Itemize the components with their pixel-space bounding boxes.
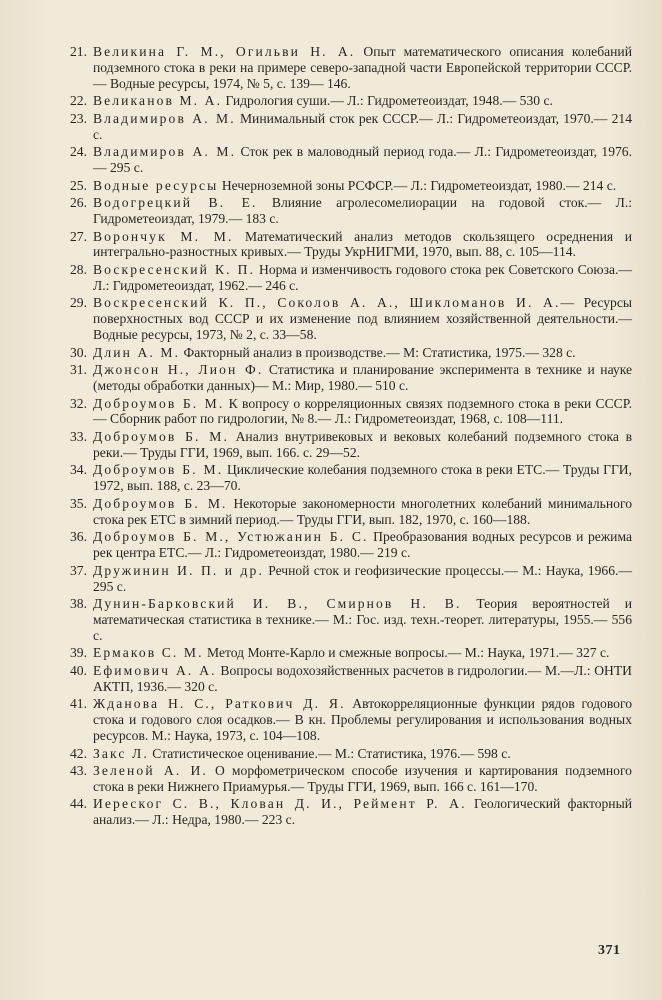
reference-body: [93, 746, 632, 762]
reference-body: [93, 178, 632, 194]
reference-body: [93, 429, 632, 461]
reference-number: 36.: [70, 529, 87, 545]
reference-text: Нечерноземной зоны РСФСР.— Л.: Гидрометеоиздат, 1980.— 214 с.: [221, 177, 617, 193]
reference-text: Анализ внутривековых и вековых колебаний подземного стока в реки.— Труды ГГИ, 1969, вып. 166. с. 29—52.: [93, 428, 632, 460]
reference-text: Ресурсы поверхностных вод СССР и их изменение под влиянием хозяйственной деятельности.— Водные ресурсы, 1973, № 2, с. 33—58.: [93, 295, 632, 343]
reference-author: Великина Г. М., Огильви Н. А.: [93, 44, 356, 59]
reference-number: 30.: [70, 344, 87, 360]
reference-body: [93, 663, 632, 695]
reference-body: [93, 229, 632, 261]
reference-item: [52, 295, 632, 343]
reference-author: Закс Л.: [93, 745, 149, 761]
reference-number: 41.: [70, 696, 87, 712]
reference-body: [93, 496, 632, 528]
reference-item: [52, 111, 632, 143]
reference-item: [52, 763, 632, 795]
reference-number: 28.: [70, 261, 87, 277]
reference-author: Ефимович А. А.: [93, 662, 217, 678]
reference-author: Водные ресурсы: [93, 177, 219, 193]
reference-number: 27.: [70, 228, 87, 244]
reference-item: [52, 746, 632, 762]
reference-author: Доброумов Б. М.: [93, 428, 229, 444]
reference-item: [52, 195, 632, 227]
reference-number: 22.: [70, 93, 87, 109]
reference-text: Статистика и планирование эксперимента в технике и науке (методы обработки данных)— М.: Мир, 1980.— 510 с.: [93, 362, 633, 394]
reference-text: Сток рек в маловодный период года.— Л.: Гидрометеоиздат, 1976.— 295 с.: [93, 144, 632, 176]
reference-item: [52, 178, 632, 194]
reference-text: Некоторые закономерности многолетних колебаний минимального стока рек ЕТС в зимний период.— Труды ГГИ, вып. 182, 1970, с. 160—188.: [93, 495, 632, 527]
reference-text: Факторный анализ в производстве.— М: Статистика, 1975.— 328 с.: [183, 344, 576, 360]
reference-author: Дунин-Барковский И. В., Смирнов Н. В.: [93, 596, 462, 611]
reference-item: [52, 429, 632, 461]
reference-body: [93, 44, 632, 92]
reference-item: [52, 696, 632, 744]
reference-body: [93, 295, 632, 343]
reference-number: 32.: [70, 395, 87, 411]
reference-author: Доброумов Б. М.: [93, 462, 224, 478]
reference-number: 39.: [70, 645, 87, 661]
reference-item: [52, 496, 632, 528]
reference-body: [93, 796, 632, 828]
reference-number: 37.: [70, 562, 87, 578]
reference-author: Длин А. М.: [93, 344, 181, 360]
reference-text: Теория вероятностей и математическая статистика в технике.— М.: Гос. изд. техн.-теорет. литературы, 1955.— 556 с.: [93, 596, 632, 643]
reference-item: [52, 262, 632, 294]
reference-number: 35.: [70, 495, 87, 511]
reference-body: [93, 396, 632, 428]
reference-number: 26.: [70, 195, 87, 211]
reference-item: [52, 645, 632, 661]
reference-author: Водогрецкий В. Е.: [93, 195, 258, 211]
reference-number: 23.: [70, 110, 87, 126]
reference-body: [93, 696, 632, 744]
reference-text: Математический анализ методов скользящего осреднения и интегрально-разностных кривых.— Труды УкрНИГМИ, 1970, вып. 88, с. 105—114.: [93, 228, 632, 260]
reference-author: Владимиров А. М.: [93, 110, 236, 126]
reference-author: Воскресенский К. П.: [93, 261, 256, 277]
reference-item: [52, 596, 632, 644]
reference-text: Преобразования водных ресурсов и режима рек центра ЕТС.— Л.: Гидрометеоиздат, 1980.— 219 с.: [93, 529, 633, 561]
reference-body: [93, 144, 632, 176]
reference-body: [93, 645, 632, 661]
reference-item: [52, 396, 632, 428]
reference-item: [52, 44, 632, 92]
reference-number: 44.: [70, 796, 87, 812]
reference-text: Норма и изменчивость годового стока рек Советского Союза.— Л.: Гидрометеоиздат, 1962.— 246 с.: [93, 261, 632, 293]
reference-author: Джонсон Н., Лион Ф.: [93, 362, 264, 378]
reference-body: [93, 529, 632, 561]
reference-text: Метод Монте-Карло и смежные вопросы.— М.: Наука, 1971.— 327 с.: [207, 645, 610, 661]
reference-number: 21.: [70, 44, 87, 59]
reference-number: 33.: [70, 428, 87, 444]
reference-author: Ворончук М. М.: [93, 228, 234, 244]
reference-body: [93, 763, 632, 795]
reference-text: Статистическое оценивание.— М.: Статистика, 1976.— 598 с.: [152, 745, 511, 761]
reference-author: Зеленой А. И.: [93, 763, 208, 779]
reference-author: Дружинин И. П. и др.: [93, 562, 264, 578]
page-number: 371: [598, 943, 621, 958]
reference-author: Ермаков С. М.: [93, 645, 204, 661]
reference-item: [52, 362, 632, 394]
reference-item: [52, 144, 632, 176]
reference-text: Речной сток и геофизические процессы.— М.: Наука, 1966.— 295 с.: [93, 562, 632, 594]
reference-text: Вопросы водохозяйственных расчетов в гидрологии.— М.—Л.: ОНТИ АКТП, 1936.— 320 с.: [93, 662, 632, 694]
reference-number: 43.: [70, 763, 87, 779]
reference-item: [52, 462, 632, 494]
reference-body: [93, 345, 632, 361]
reference-text: К вопросу о корреляционных связях подземного стока в реки СССР.— Сборник работ по гидрологии, № 8.— Л.: Гидрометеоиздат, 1968, с. 108—111.: [93, 395, 633, 427]
reference-item: [52, 93, 632, 109]
reference-text: Гидрология суши.— Л.: Гидрометеоиздат, 1948.— 530 с.: [225, 93, 553, 109]
reference-item: [52, 229, 632, 261]
reference-number: 25.: [70, 177, 87, 193]
reference-item: [52, 345, 632, 361]
reference-text: Геологический факторный анализ.— Л.: Недра, 1980.— 223 с.: [93, 796, 632, 828]
reference-author: Иереског С. В., Клован Д. И., Реймент Р. А.: [93, 796, 467, 812]
reference-item: [52, 529, 632, 561]
reference-author: Жданова Н. С., Раткович Д. Я.: [93, 696, 346, 712]
reference-body: [93, 596, 632, 644]
reference-body: [93, 262, 632, 294]
reference-list: [52, 44, 632, 830]
reference-number: 38.: [70, 596, 87, 611]
reference-author: Доброумов Б. М., Устюжанин Б. С.: [93, 529, 369, 545]
reference-number: 29.: [70, 295, 87, 311]
reference-author: Владимиров А. М.: [93, 144, 237, 160]
reference-author: Доброумов Б. М.: [93, 395, 225, 411]
reference-number: 34.: [70, 462, 87, 478]
reference-text: Автокорреляционные функции рядов годового стока и годового слоя осадков.— В кн. Проблемы регулирования и использования водных ресурсов. М.: Наука, 1973, с. 104—108.: [93, 696, 632, 744]
reference-body: [93, 362, 632, 394]
reference-author: Воскресенский К. П., Соколов А. А., Шикломанов И. А.—: [93, 295, 577, 311]
reference-body: [93, 111, 632, 143]
reference-body: [93, 195, 632, 227]
reference-text: Влияние агролесомелиорации на годовой сток.— Л.: Гидрометеоиздат, 1979.— 183 с.: [93, 195, 632, 227]
reference-item: [52, 796, 632, 828]
reference-item: [52, 663, 632, 695]
reference-text: О морфометрическом способе изучения и картирования подземного стока в реки Нижнего Приамурья.— Труды ГГИ, 1969, вып. 166 с. 161—170.: [93, 763, 632, 794]
reference-body: [93, 462, 632, 494]
reference-item: [52, 563, 632, 595]
reference-text: Опыт математического описания колебаний подземного стока в реки на примере северо-западной части Европейской территории СССР.— Водные ресурсы, 1974, № 5, с. 139— 146.: [93, 44, 632, 91]
reference-author: Великанов М. А.: [93, 93, 223, 109]
reference-number: 24.: [70, 144, 87, 160]
reference-body: [93, 563, 632, 595]
reference-text: Циклические колебания подземного стока в реки ЕТС.— Труды ГГИ, 1972, вып. 188, с. 23—70.: [93, 462, 633, 494]
reference-number: 31.: [70, 362, 87, 378]
reference-number: 40.: [70, 662, 87, 678]
reference-author: Доброумов Б. М.: [93, 495, 228, 511]
reference-number: 42.: [70, 745, 87, 761]
reference-body: [93, 93, 632, 109]
reference-text: Минимальный сток рек СССР.— Л.: Гидрометеоиздат, 1970.— 214 с.: [93, 110, 633, 142]
